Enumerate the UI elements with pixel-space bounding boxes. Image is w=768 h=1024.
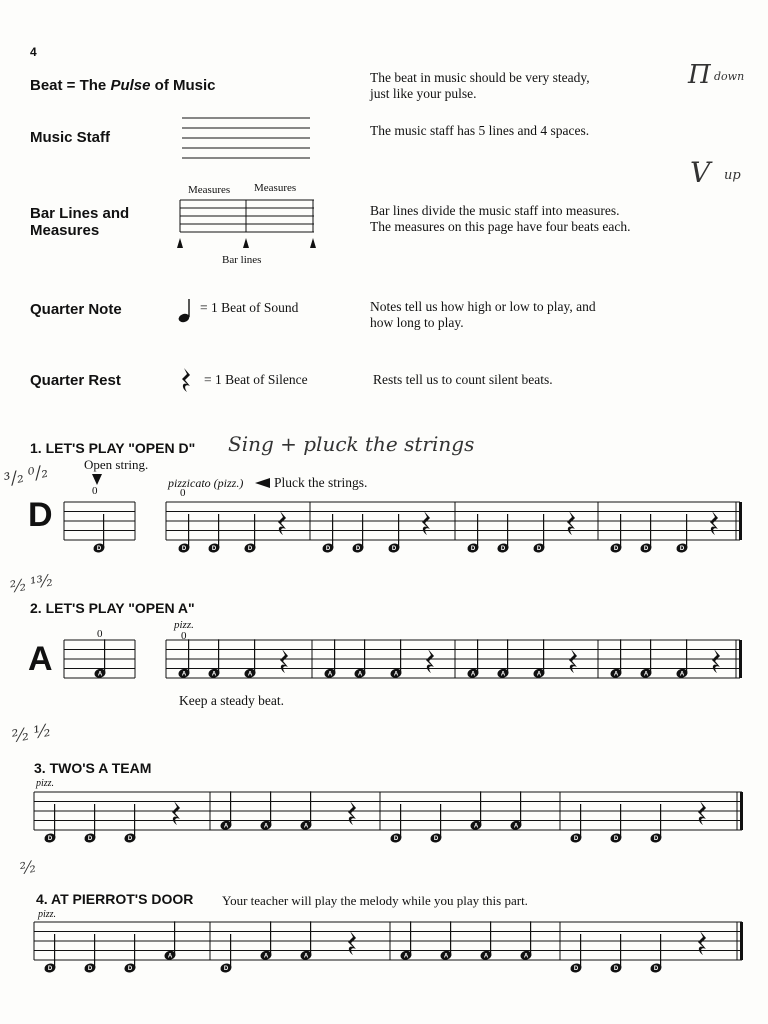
note-letter: D	[47, 836, 53, 843]
note-letter: D	[393, 836, 399, 843]
note-letter: A	[223, 823, 229, 830]
handwritten-up-note: up	[724, 168, 741, 183]
beat-heading-prefix: Beat = The	[30, 77, 111, 94]
note-letter: D	[653, 836, 659, 843]
note-letter: A	[523, 953, 529, 960]
note-letter: D	[643, 546, 649, 553]
note-letter: A	[303, 953, 309, 960]
note-letter: D	[653, 966, 659, 973]
note-letter: D	[613, 966, 619, 973]
note-letter: A	[643, 671, 649, 678]
note-letter: A	[167, 953, 173, 960]
bar-lines-heading-2: Measures	[30, 222, 100, 239]
exercise-3-staff	[30, 780, 750, 852]
note-letter: D	[391, 546, 397, 553]
final-bar-line	[739, 502, 742, 540]
quarter-rest	[698, 801, 706, 825]
quarter-note-equals: = 1 Beat of Sound	[200, 300, 299, 315]
note-letter: D	[355, 546, 361, 553]
note-letter: A	[97, 671, 103, 678]
exercise-1-finger-number: 0	[92, 485, 98, 497]
quarter-rest-icon	[180, 366, 194, 394]
note-letter: D	[536, 546, 542, 553]
note-letter: D	[181, 546, 187, 553]
note-letter: A	[613, 671, 619, 678]
staff-desc: The music staff has 5 lines and 4 spaces.	[370, 123, 590, 138]
exercise-2-title: 2. LET'S PLAY "OPEN A"	[30, 600, 195, 616]
note-letter: D	[247, 546, 253, 553]
measures-label-1: Measures	[188, 184, 231, 196]
quarter-rest	[567, 511, 575, 535]
barlines-desc-1: Bar lines divide the music staff into measures.	[370, 203, 620, 218]
measures-label-2: Measures	[254, 182, 297, 194]
quarter-rest-heading: Quarter Rest	[30, 372, 121, 389]
note-letter: D	[127, 966, 133, 973]
handwritten-fraction-1: ³/₂ ⁰/₂	[2, 461, 50, 491]
quarter-rest	[348, 801, 356, 825]
quarter-rest-equals: = 1 Beat of Silence	[204, 372, 308, 387]
beat-heading-suffix: of Music	[150, 77, 216, 94]
note-letter: D	[127, 836, 133, 843]
pluck-instruction: Pluck the strings.	[274, 475, 368, 490]
note-letter: D	[47, 966, 53, 973]
string-letter-a: A	[28, 640, 53, 678]
note-letter: D	[500, 546, 506, 553]
note-letter: A	[473, 823, 479, 830]
note-letter: A	[181, 671, 187, 678]
pizzicato-label: pizzicato (pizz.)	[168, 476, 244, 490]
exercise-2-finger-number: 0	[97, 628, 103, 640]
note-letter: A	[263, 953, 269, 960]
exercise-4-subtitle: Your teacher will play the melody while you play this part.	[222, 893, 528, 908]
note-letter: D	[433, 836, 439, 843]
note-letter: A	[263, 823, 269, 830]
note-letter: D	[223, 966, 229, 973]
bar-lines-heading-1: Bar Lines and	[30, 205, 130, 222]
note-letter: A	[247, 671, 253, 678]
barlines-desc-2: The measures on this page have four beats each.	[370, 219, 631, 234]
note-letter: D	[573, 836, 579, 843]
pizzicato-arrow-icon	[255, 478, 271, 488]
exercise-2-staff	[60, 636, 750, 688]
bar-lines-label: Bar lines	[222, 254, 262, 266]
note-letter: D	[96, 546, 102, 553]
staff-illustration	[180, 114, 314, 160]
note-letter: D	[573, 966, 579, 973]
note-letter: D	[679, 546, 685, 553]
quarter-rest	[280, 649, 288, 673]
note-letter: D	[325, 546, 331, 553]
quarter-rest	[712, 649, 720, 673]
note-letter: D	[613, 546, 619, 553]
quarter-note-icon	[176, 298, 196, 324]
beat-heading	[30, 77, 216, 94]
handwritten-down-bow-symbol: Π	[688, 60, 711, 90]
note-letter: A	[393, 671, 399, 678]
quarter-rest	[422, 511, 430, 535]
handwritten-sing-pluck: Sing + pluck the strings	[228, 432, 475, 456]
quarter-rest	[172, 801, 180, 825]
final-bar-line	[739, 640, 742, 678]
beat-desc-1: The beat in music should be very steady,	[370, 70, 590, 85]
note-letter: A	[327, 671, 333, 678]
note-letter: A	[357, 671, 363, 678]
exercise-1-staff	[60, 498, 750, 556]
handwritten-fraction-4: ²⁄₂	[18, 856, 38, 879]
quarter-rest-desc: Rests tell us to count silent beats.	[373, 372, 553, 387]
barlines-illustration	[174, 196, 320, 252]
note-letter: D	[87, 836, 93, 843]
exercise-1-staff-finger: 0	[180, 487, 186, 499]
note-letter: A	[403, 953, 409, 960]
quarter-rest	[698, 931, 706, 955]
handwritten-up-bow-symbol: V	[690, 156, 711, 189]
exercise-2-staff-finger: 0	[181, 630, 187, 642]
exercise-3-title: 3. TWO'S A TEAM	[34, 760, 152, 776]
note-letter: D	[87, 966, 93, 973]
exercise-3-pizz: pizz.	[36, 778, 55, 789]
note-letter: A	[303, 823, 309, 830]
note-letter: A	[536, 671, 542, 678]
string-letter-d: D	[28, 496, 53, 534]
exercise-1-open-string: Open string.	[84, 457, 149, 472]
exercise-2-caption: Keep a steady beat.	[179, 693, 284, 708]
note-letter: A	[483, 953, 489, 960]
quarter-rest	[426, 649, 434, 673]
quarter-rest	[569, 649, 577, 673]
exercise-1-title: 1. LET'S PLAY "OPEN D"	[30, 440, 196, 456]
quarter-note-heading: Quarter Note	[30, 301, 122, 318]
note-letter: A	[513, 823, 519, 830]
handwritten-fraction-3: ²⁄₂ ¹⁄₂	[10, 720, 52, 748]
note-letter: A	[211, 671, 217, 678]
final-bar-line	[740, 922, 743, 960]
final-bar-line	[740, 792, 743, 830]
exercise-2-pizz: pizz.	[174, 619, 194, 631]
quarter-note-desc-1: Notes tell us how high or low to play, and	[370, 299, 596, 314]
quarter-rest	[278, 511, 286, 535]
note-letter: D	[613, 836, 619, 843]
beat-heading-italic: Pulse	[110, 77, 151, 94]
handwritten-down-note: down	[714, 70, 745, 83]
note-letter: D	[470, 546, 476, 553]
quarter-rest	[710, 511, 718, 535]
music-staff-heading: Music Staff	[30, 129, 111, 146]
exercise-4-pizz: pizz.	[38, 909, 57, 920]
exercise-4-staff	[30, 906, 750, 976]
quarter-note-desc-2: how long to play.	[370, 315, 464, 330]
handwritten-fraction-2: ²⁄₂ ¹³⁄₂	[8, 570, 54, 597]
note-letter: A	[679, 671, 685, 678]
note-letter: A	[470, 671, 476, 678]
page-number: 4	[30, 45, 37, 59]
exercise-4-title: 4. AT PIERROT'S DOOR	[36, 891, 194, 907]
beat-desc-2: just like your pulse.	[370, 86, 477, 101]
note-letter: A	[443, 953, 449, 960]
quarter-rest	[348, 931, 356, 955]
note-letter: D	[211, 546, 217, 553]
note-letter: A	[500, 671, 506, 678]
